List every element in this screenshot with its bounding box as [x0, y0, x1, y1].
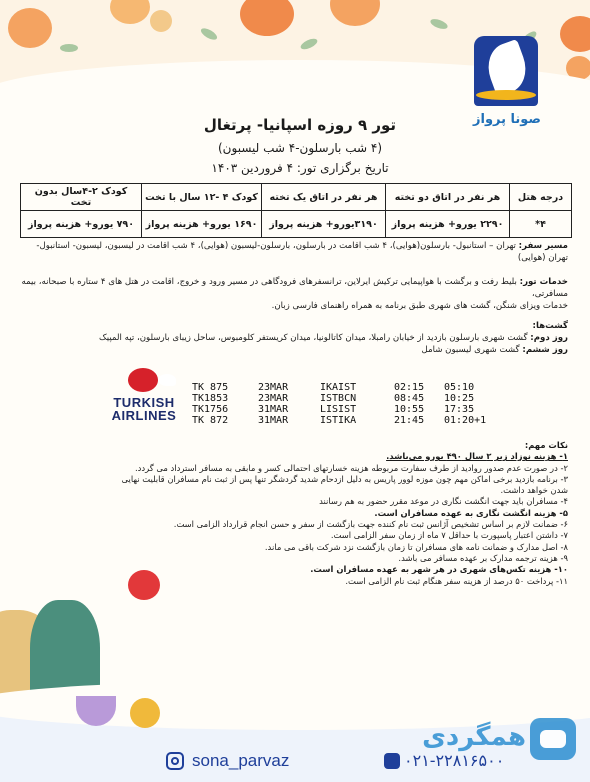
- route-label: مسیر سفر:: [518, 241, 568, 251]
- note-item: ۸- اصل مدارک و ضمانت نامه های مسافران تا زمان بازگشت نزد شرکت باقی می ماند.: [264, 541, 568, 552]
- phone-number[interactable]: ۰۲۱-۲۲۸۱۶۵۰۰: [404, 751, 505, 770]
- day6-label: روز ششم:: [522, 345, 568, 355]
- services-line1: بلیط رفت و برگشت با هواپیمایی ترکیش ایرلاین، ترانسفرهای فرودگاهی در مسیر ورود و خروج، اقامت در هتل های ۴ ستاره با صبحانه، بیمه مسافرتی،: [21, 277, 568, 299]
- coins-illustration: [130, 698, 160, 728]
- pomegranate-illustration: [128, 570, 160, 600]
- header-child-no-bed: کودک ۲-۴سال بدون تخت: [21, 184, 142, 211]
- cell-double-price: ۲۲۹۰ یورو+ هزینه پرواز: [386, 211, 510, 238]
- route-paragraph: [18, 240, 568, 264]
- airline-name-line2: AIRLINES: [111, 408, 177, 423]
- flight-row: [192, 404, 492, 415]
- cell-child-bed-price: ۱۶۹۰ یورو+ هزینه پرواز: [142, 211, 262, 238]
- flower-decoration: [150, 10, 172, 32]
- flight-departure: 02:15: [394, 382, 425, 393]
- swoosh-icon: [476, 90, 536, 100]
- note-item: ۱۱- پرداخت ۵۰ درصد از هزینه سفر هنگام ثبت نام الزامی است.: [345, 575, 568, 586]
- day2-text: گشت شهری بارسلون بازدید از خیابان رامبلا، میدان کاتالونیا، میدان کریستفر کلومبوس، ساحل زیبای بارسلون، تپه المپیک: [99, 333, 528, 343]
- tour-date: تاریخ برگزاری تور: ۴ فروردین ۱۴۰۳: [211, 161, 389, 175]
- flight-number: TK 875: [192, 382, 229, 393]
- flight-departure: 08:45: [394, 393, 425, 404]
- note-text: ۱- هزینه نوزاد زیر ۲ سال ۴۹۰ یورو می‌باشد.: [386, 451, 568, 462]
- flight-date: 31MAR: [258, 404, 289, 415]
- flight-departure: 21:45: [394, 415, 425, 426]
- cell-hotel-grade: ۴*: [510, 211, 572, 238]
- services-label: خدمات تور:: [519, 277, 568, 287]
- sona-parvaz-logo: [466, 36, 548, 136]
- tour-subtitle: (۴ شب بارسلون-۴ شب لیسبون): [218, 141, 382, 155]
- flight-arrival: 17:35: [444, 404, 475, 415]
- flight-row: [192, 382, 492, 393]
- price-table: [20, 183, 572, 238]
- instagram-handle[interactable]: sona_parvaz: [192, 751, 290, 770]
- flight-route: ISTIKA: [320, 415, 357, 426]
- note-item: ۳- برنامه بازدید برخی اماکن مهم چون موزه لوور پاریس به دلیل ازدحام شدید گردشگر تنها پس از ثبت نام مسافران قابلیت نهایی شدن خواهد داشت.: [121, 473, 568, 496]
- cell-single-price: ۳۱۹۰یورو+ هزینه پرواز: [262, 211, 386, 238]
- day6-text: گشت شهری لیسبون شامل: [421, 345, 520, 355]
- turkish-airlines-logo: [104, 368, 184, 426]
- header-single-room: هر نفر در اتاق یک تخته: [262, 184, 386, 211]
- services-paragraph: [18, 276, 568, 312]
- header-double-room: هر نفر در اتاق دو تخته: [386, 184, 510, 211]
- logo-mark: [474, 36, 538, 106]
- turkish-airlines-bird-icon: [128, 368, 158, 392]
- flight-row: [192, 393, 492, 404]
- flight-departure: 10:55: [394, 404, 425, 415]
- flight-date: 23MAR: [258, 382, 289, 393]
- important-notes: [118, 440, 568, 587]
- header-hotel-grade: درجه هتل: [510, 184, 572, 211]
- wing-icon: [481, 39, 533, 97]
- flight-route: ISTBCN: [320, 393, 357, 404]
- header-child-with-bed: کودک ۴ -۱۲ سال با تخت: [142, 184, 262, 211]
- phone-icon: [384, 753, 400, 769]
- table-row: [21, 211, 572, 238]
- note-item: ۷- داشتن اعتبار پاسپورت با حداقل ۷ ماه از زمان سفر الزامی است.: [330, 530, 568, 541]
- flight-arrival: 01:20+1: [444, 415, 487, 426]
- note-item: ۱۰- هزینه تکس‌های شهری در هر شهر به عهده مسافران است.: [310, 564, 568, 575]
- note-item: ۶- ضمانت لازم بر اساس تشخیص آژانس ثبت نام کننده جهت بازگشت از سفر و حسن انجام قرارداد الزامی است.: [173, 519, 568, 530]
- services-line2: خدمات ویزای شنگن، گشت های شهری طبق برنامه به همراه راهنمای فارسی زبان.: [271, 301, 568, 311]
- note-item: [118, 451, 568, 462]
- logo-name: صونا پرواز: [473, 112, 541, 127]
- tours-paragraph: [18, 320, 568, 356]
- flight-arrival: 10:25: [444, 393, 475, 404]
- instagram-icon: [166, 752, 184, 770]
- note-item: ۵- هزینه انگشت نگاری به عهده مسافران است.: [374, 507, 568, 518]
- leaf-decoration: [60, 44, 78, 52]
- notes-heading: نکات مهم:: [524, 440, 568, 450]
- flight-schedule: [192, 382, 492, 426]
- flight-route: IKAIST: [320, 382, 357, 393]
- tours-heading: گشت‌ها:: [532, 321, 568, 331]
- flight-arrival: 05:10: [444, 382, 475, 393]
- flight-number: TK1853: [192, 393, 229, 404]
- day2-label: روز دوم:: [530, 333, 568, 343]
- tour-title: تور ۹ روزه اسپانیا- پرتغال: [203, 116, 397, 134]
- note-item: ۲- در صورت عدم صدور روادید از طرف سفارت مربوطه هزینه خسارتهای احتمالی کسر و مابقی به مسافر استرداد می گردد.: [135, 462, 568, 473]
- route-text: تهران – استانبول- بارسلون(هوایی)، ۴ شب اقامت در بارسلون، بارسلون-لیسبون (هوایی)، ۴ شب اقامت در لیسبون، لیسبون- استانبول- تهران (هوایی): [36, 241, 568, 263]
- price-table-header: [21, 184, 572, 211]
- flight-row: [192, 415, 492, 426]
- flight-number: TK 872: [192, 415, 229, 426]
- airline-name-line1: TURKISH: [113, 395, 175, 410]
- note-item: ۹- هزینه ترجمه مدارک بر عهده مسافر می باشد.: [398, 552, 568, 563]
- flight-date: 23MAR: [258, 393, 289, 404]
- airline-name: [104, 396, 184, 422]
- cell-child-nobed-price: ۷۹۰ یورو+ هزینه پرواز: [21, 211, 142, 238]
- note-item: ۴- مسافران باید جهت انگشت نگاری در موعد مقرر حضور به هم رسانند: [319, 496, 568, 507]
- flight-route: LISIST: [320, 404, 357, 415]
- flight-number: TK1756: [192, 404, 229, 415]
- flight-date: 31MAR: [258, 415, 289, 426]
- flower-decoration: [8, 8, 52, 48]
- watermark-text: همگردی: [422, 722, 526, 752]
- hamgardi-logo-icon: [530, 718, 576, 760]
